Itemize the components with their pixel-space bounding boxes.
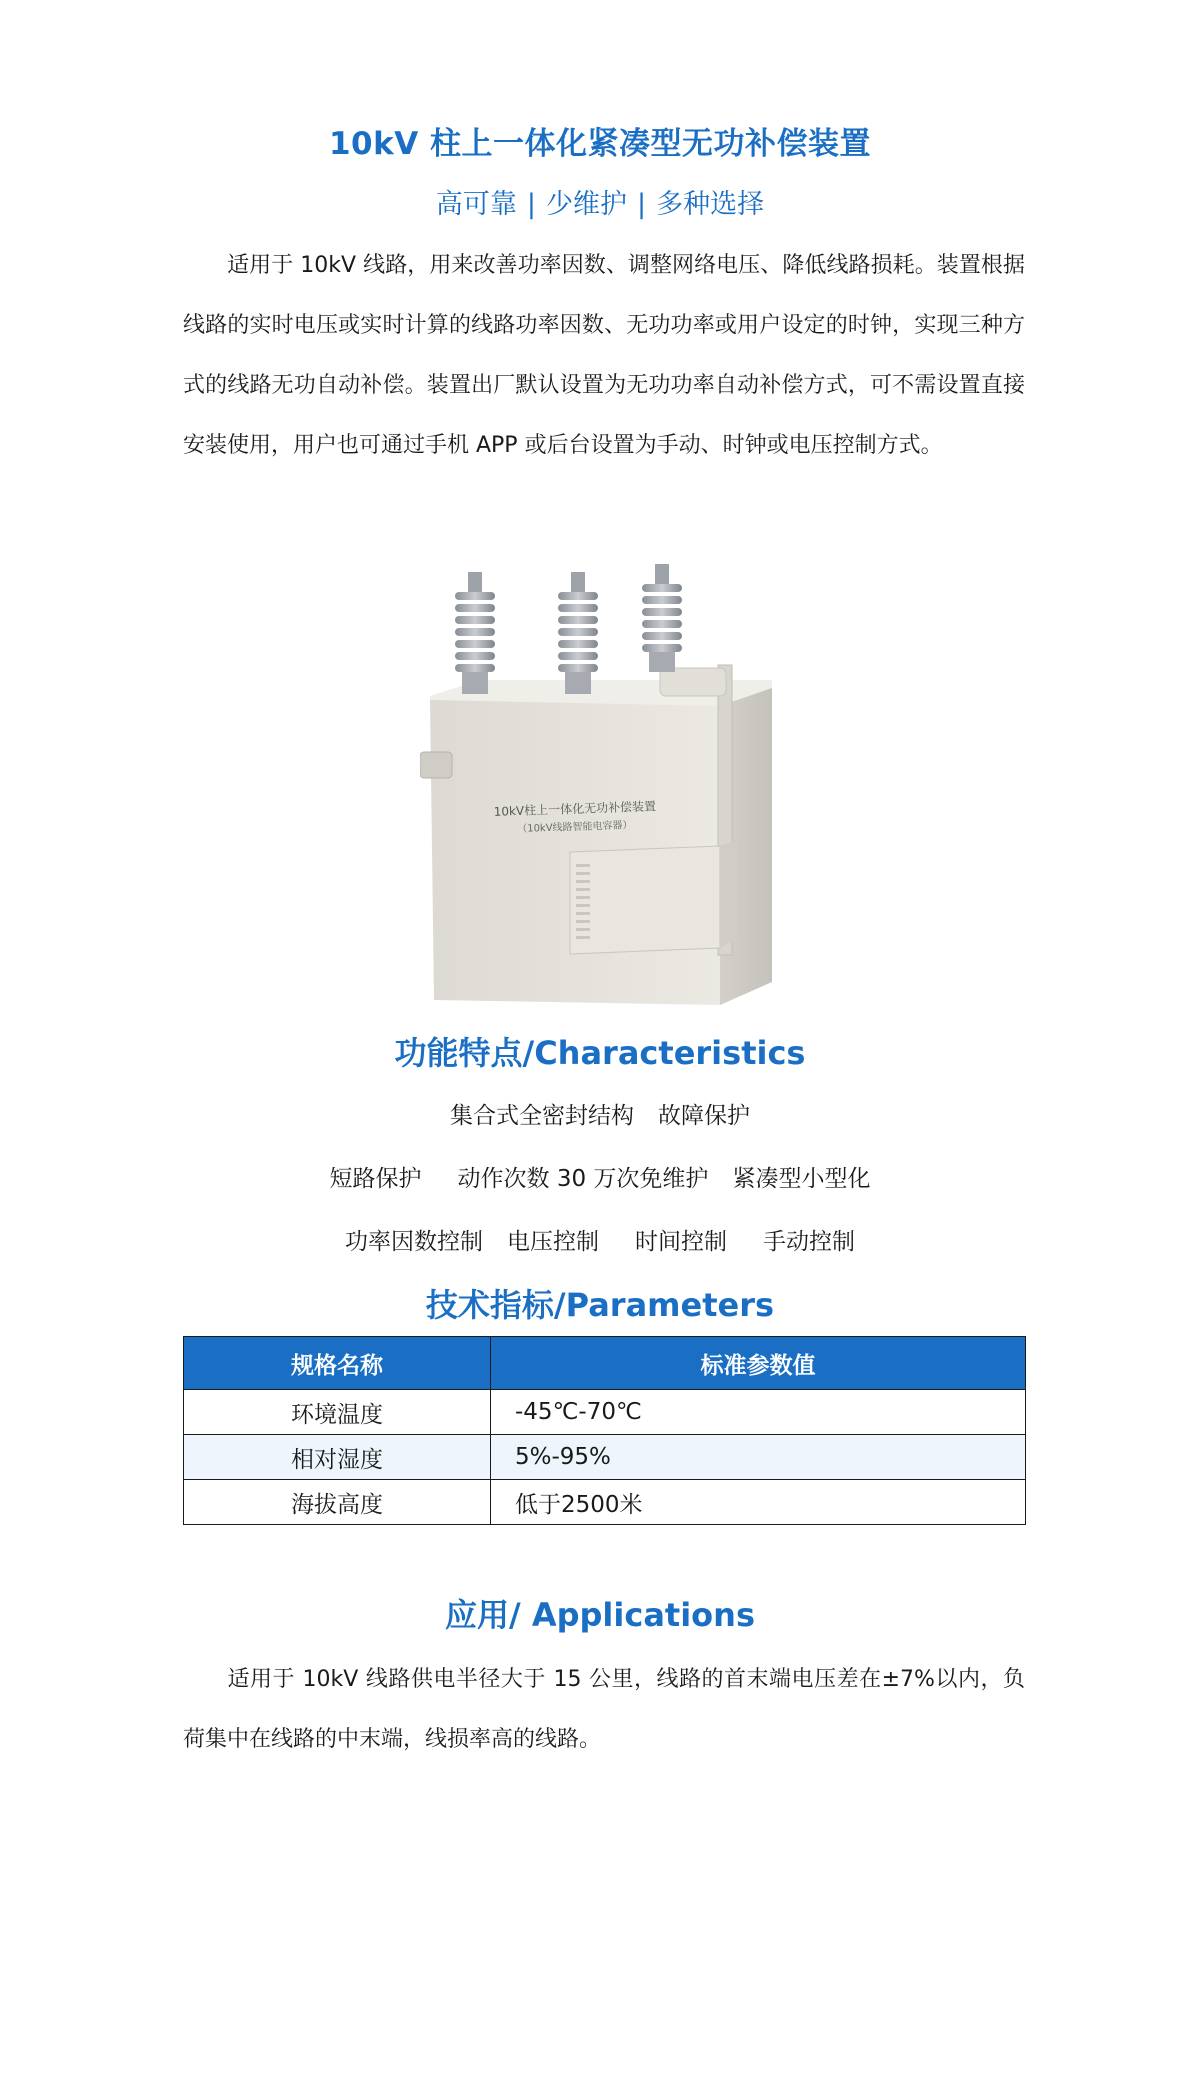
table-cell-value: -45℃-70℃ [491, 1390, 1026, 1435]
feature-item: 动作次数 30 万次免维护 [457, 1166, 709, 1192]
table-cell-name: 相对湿度 [184, 1435, 491, 1480]
applications-text: 适用于 10kV 线路供电半径大于 15 公里，线路的首末端电压差在±7%以内，负荷集中在线路的中末端，线损率高的线路。 [183, 1667, 1025, 1752]
subtitle-separator: | [526, 189, 536, 220]
applications-title: 应用/ Applications [445, 1596, 755, 1634]
insulator-3 [642, 564, 682, 672]
device-label-line2: （10kV线路智能电容器） [517, 819, 633, 836]
applications-paragraph [183, 1650, 1025, 1770]
characteristics-row-2 [0, 1160, 1200, 1193]
table-row [184, 1435, 1026, 1480]
page-title: 10kV 柱上一体化紧凑型无功补偿装置 [328, 126, 872, 162]
table-cell-value: 5%-95% [491, 1435, 1026, 1480]
device-label-line1: 10kV柱上一体化无功补偿装置 [493, 799, 657, 819]
insulator-1 [455, 572, 495, 694]
table-cell-name: 环境温度 [184, 1390, 491, 1435]
feature-item: 手动控制 [763, 1229, 855, 1255]
feature-item: 功率因数控制 [345, 1229, 483, 1255]
characteristics-title: 功能特点/Characteristics [394, 1034, 806, 1072]
feature-item: 短路保护 [329, 1166, 422, 1192]
feature-item: 故障保护 [658, 1103, 750, 1129]
subtitle-item-reliable: 高可靠 [435, 189, 517, 220]
parameters-title: 技术指标/Parameters [425, 1286, 775, 1324]
intro-paragraph [183, 236, 1025, 476]
subtitle [0, 182, 1200, 221]
feature-item: 时间控制 [635, 1229, 727, 1255]
table-cell-value: 低于2500米 [491, 1480, 1026, 1525]
insulator-2 [558, 572, 598, 694]
table-header-row [184, 1337, 1026, 1390]
table-header-spec-name: 规格名称 [184, 1337, 491, 1390]
parameters-table [183, 1336, 1026, 1525]
intro-text: 适用于 10kV 线路，用来改善功率因数、调整网络电压、降低线路损耗。装置根据线路的实时电压或实时计算的线路功率因数、无功功率或用户设定的时钟，实现三种方式的线路无功自动补偿。装置出厂默认设置为无功功率自动补偿方式，可不需设置直接安装使用，用户也可通过手机 APP 或后台设置为手动、时钟或电压控制方式。 [183, 253, 1025, 458]
feature-item: 电压控制 [507, 1229, 599, 1255]
product-image [420, 560, 780, 1005]
characteristics-row-3 [0, 1223, 1200, 1256]
capacitor-device-illustration [420, 560, 780, 1005]
subtitle-item-maintenance: 少维护 [546, 189, 627, 220]
subtitle-item-choices: 多种选择 [656, 189, 765, 220]
table-header-spec-value: 标准参数值 [491, 1337, 1026, 1390]
subtitle-separator: | [637, 189, 647, 220]
table-row [184, 1390, 1026, 1435]
feature-item: 集合式全密封结构 [450, 1103, 634, 1129]
table-cell-name: 海拔高度 [184, 1480, 491, 1525]
table-row [184, 1480, 1026, 1525]
characteristics-row-1 [0, 1097, 1200, 1130]
feature-item: 紧凑型小型化 [732, 1166, 871, 1192]
